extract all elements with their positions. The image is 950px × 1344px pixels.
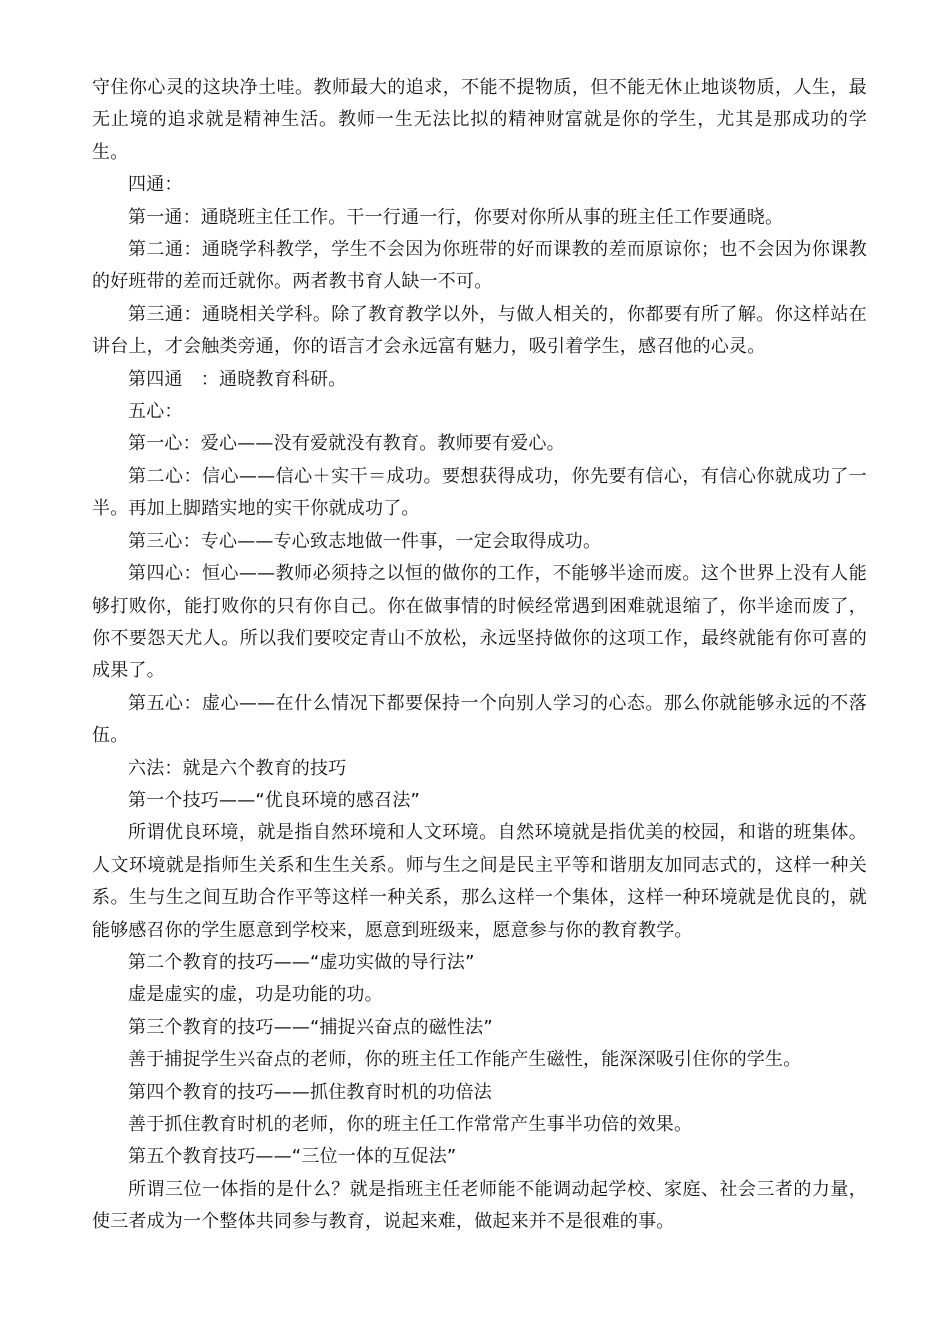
paragraph-xin-5: 第五心：虚心——在什么情况下都要保持一个向别人学习的心态。那么你就能够永远的不落伍。 bbox=[92, 692, 867, 747]
document-page bbox=[92, 72, 867, 1239]
paragraph-tong-1: 第一通：通晓班主任工作。干一行通一行，你要对你所从事的班主任工作要通晓。 bbox=[128, 206, 784, 228]
paragraph-tong-2: 第二通：通晓学科教学，学生不会因为你班带的好而课教的差而原谅你；也不会因为你课教的好班带的差而迁就你。两者教书育人缺一不可。 bbox=[92, 239, 867, 293]
heading-fa-1: 第一个技巧——“优良环境的感召法” bbox=[128, 789, 421, 811]
paragraph-fa-5: 所谓三位一体指的是什么？就是指班主任老师能不能调动起学校、家庭、社会三者的力量，使三者成为一个整体共同参与教育，说起来难，做起来并不是很难的事。 bbox=[92, 1178, 867, 1233]
paragraph-tong-4: 第四通 ：通晓教育科研。 bbox=[128, 368, 347, 390]
paragraph-xin-3: 第三心：专心——专心致志地做一件事，一定会取得成功。 bbox=[128, 530, 602, 552]
heading-fa-4: 第四个教育的技巧——抓住教育时机的功倍法 bbox=[128, 1081, 492, 1103]
heading-fa-3: 第三个教育的技巧——“捕捉兴奋点的磁性法” bbox=[128, 1016, 493, 1038]
heading-si-tong: 四通： bbox=[128, 174, 183, 196]
paragraph-fa-4: 善于抓住教育时机的老师，你的班主任工作常常产生事半功倍的效果。 bbox=[128, 1114, 693, 1135]
paragraph-fa-1: 所谓优良环境，就是指自然环境和人文环境。自然环境就是指优美的校园，和谐的班集体。人文环境就是指师生关系和生生关系。师与生之间是民主平等和谐朋友加同志式的，这样一种关系。生与生之间互助合作平等这样一种关系，那么这样一个集体，这样一种环境就是优良的，就能够感召你的学生愿意到学校来，愿意到班级来，愿意参与你的教育教学。 bbox=[92, 822, 867, 941]
heading-fa-5: 第五个教育技巧——“三位一体的互促法” bbox=[128, 1146, 457, 1168]
paragraph-xin-2: 第二心：信心——信心＋实干＝成功。要想获得成功，你先要有信心，有信心你就成功了一半。再加上脚踏实地的实干你就成功了。 bbox=[92, 465, 867, 520]
paragraph-xin-4: 第四心：恒心——教师必须持之以恒的做你的工作，不能够半途而废。这个世界上没有人能够打败你，能打败你的只有你自己。你在做事情的时候经常遇到困难就退缩了，你半途而废了，你不要怨天尤人。所以我们要咬定青山不放松，永远坚持做你的这项工作，最终就能有你可喜的成果了。 bbox=[92, 563, 867, 682]
paragraph-xin-1: 第一心：爱心——没有爱就没有教育。教师要有爱心。 bbox=[128, 433, 565, 455]
heading-wu-xin: 五心： bbox=[128, 401, 183, 423]
paragraph-fa-3: 善于捕捉学生兴奋点的老师，你的班主任工作能产生磁性，能深深吸引住你的学生。 bbox=[128, 1049, 802, 1071]
paragraph-intro: 守住你心灵的这块净土哇。教师最大的追求，不能不提物质，但不能无休止地谈物质，人生，最无止境的追求就是精神生活。教师一生无法比拟的精神财富就是你的学生，尤其是那成功的学生。 bbox=[92, 77, 867, 163]
paragraph-tong-3: 第三通：通晓相关学科。除了教育教学以外，与做人相关的，你都要有所了解。你这样站在讲台上，才会触类旁通，你的语言才会永远富有魅力，吸引着学生，感召他的心灵。 bbox=[92, 303, 867, 358]
paragraph-fa-2: 虚是虚实的虚，功是功能的功。 bbox=[128, 984, 383, 1006]
heading-fa-2: 第二个教育的技巧——“虚功实做的导行法” bbox=[128, 951, 475, 973]
heading-liu-fa: 六法：就是六个教育的技巧 bbox=[128, 757, 347, 779]
